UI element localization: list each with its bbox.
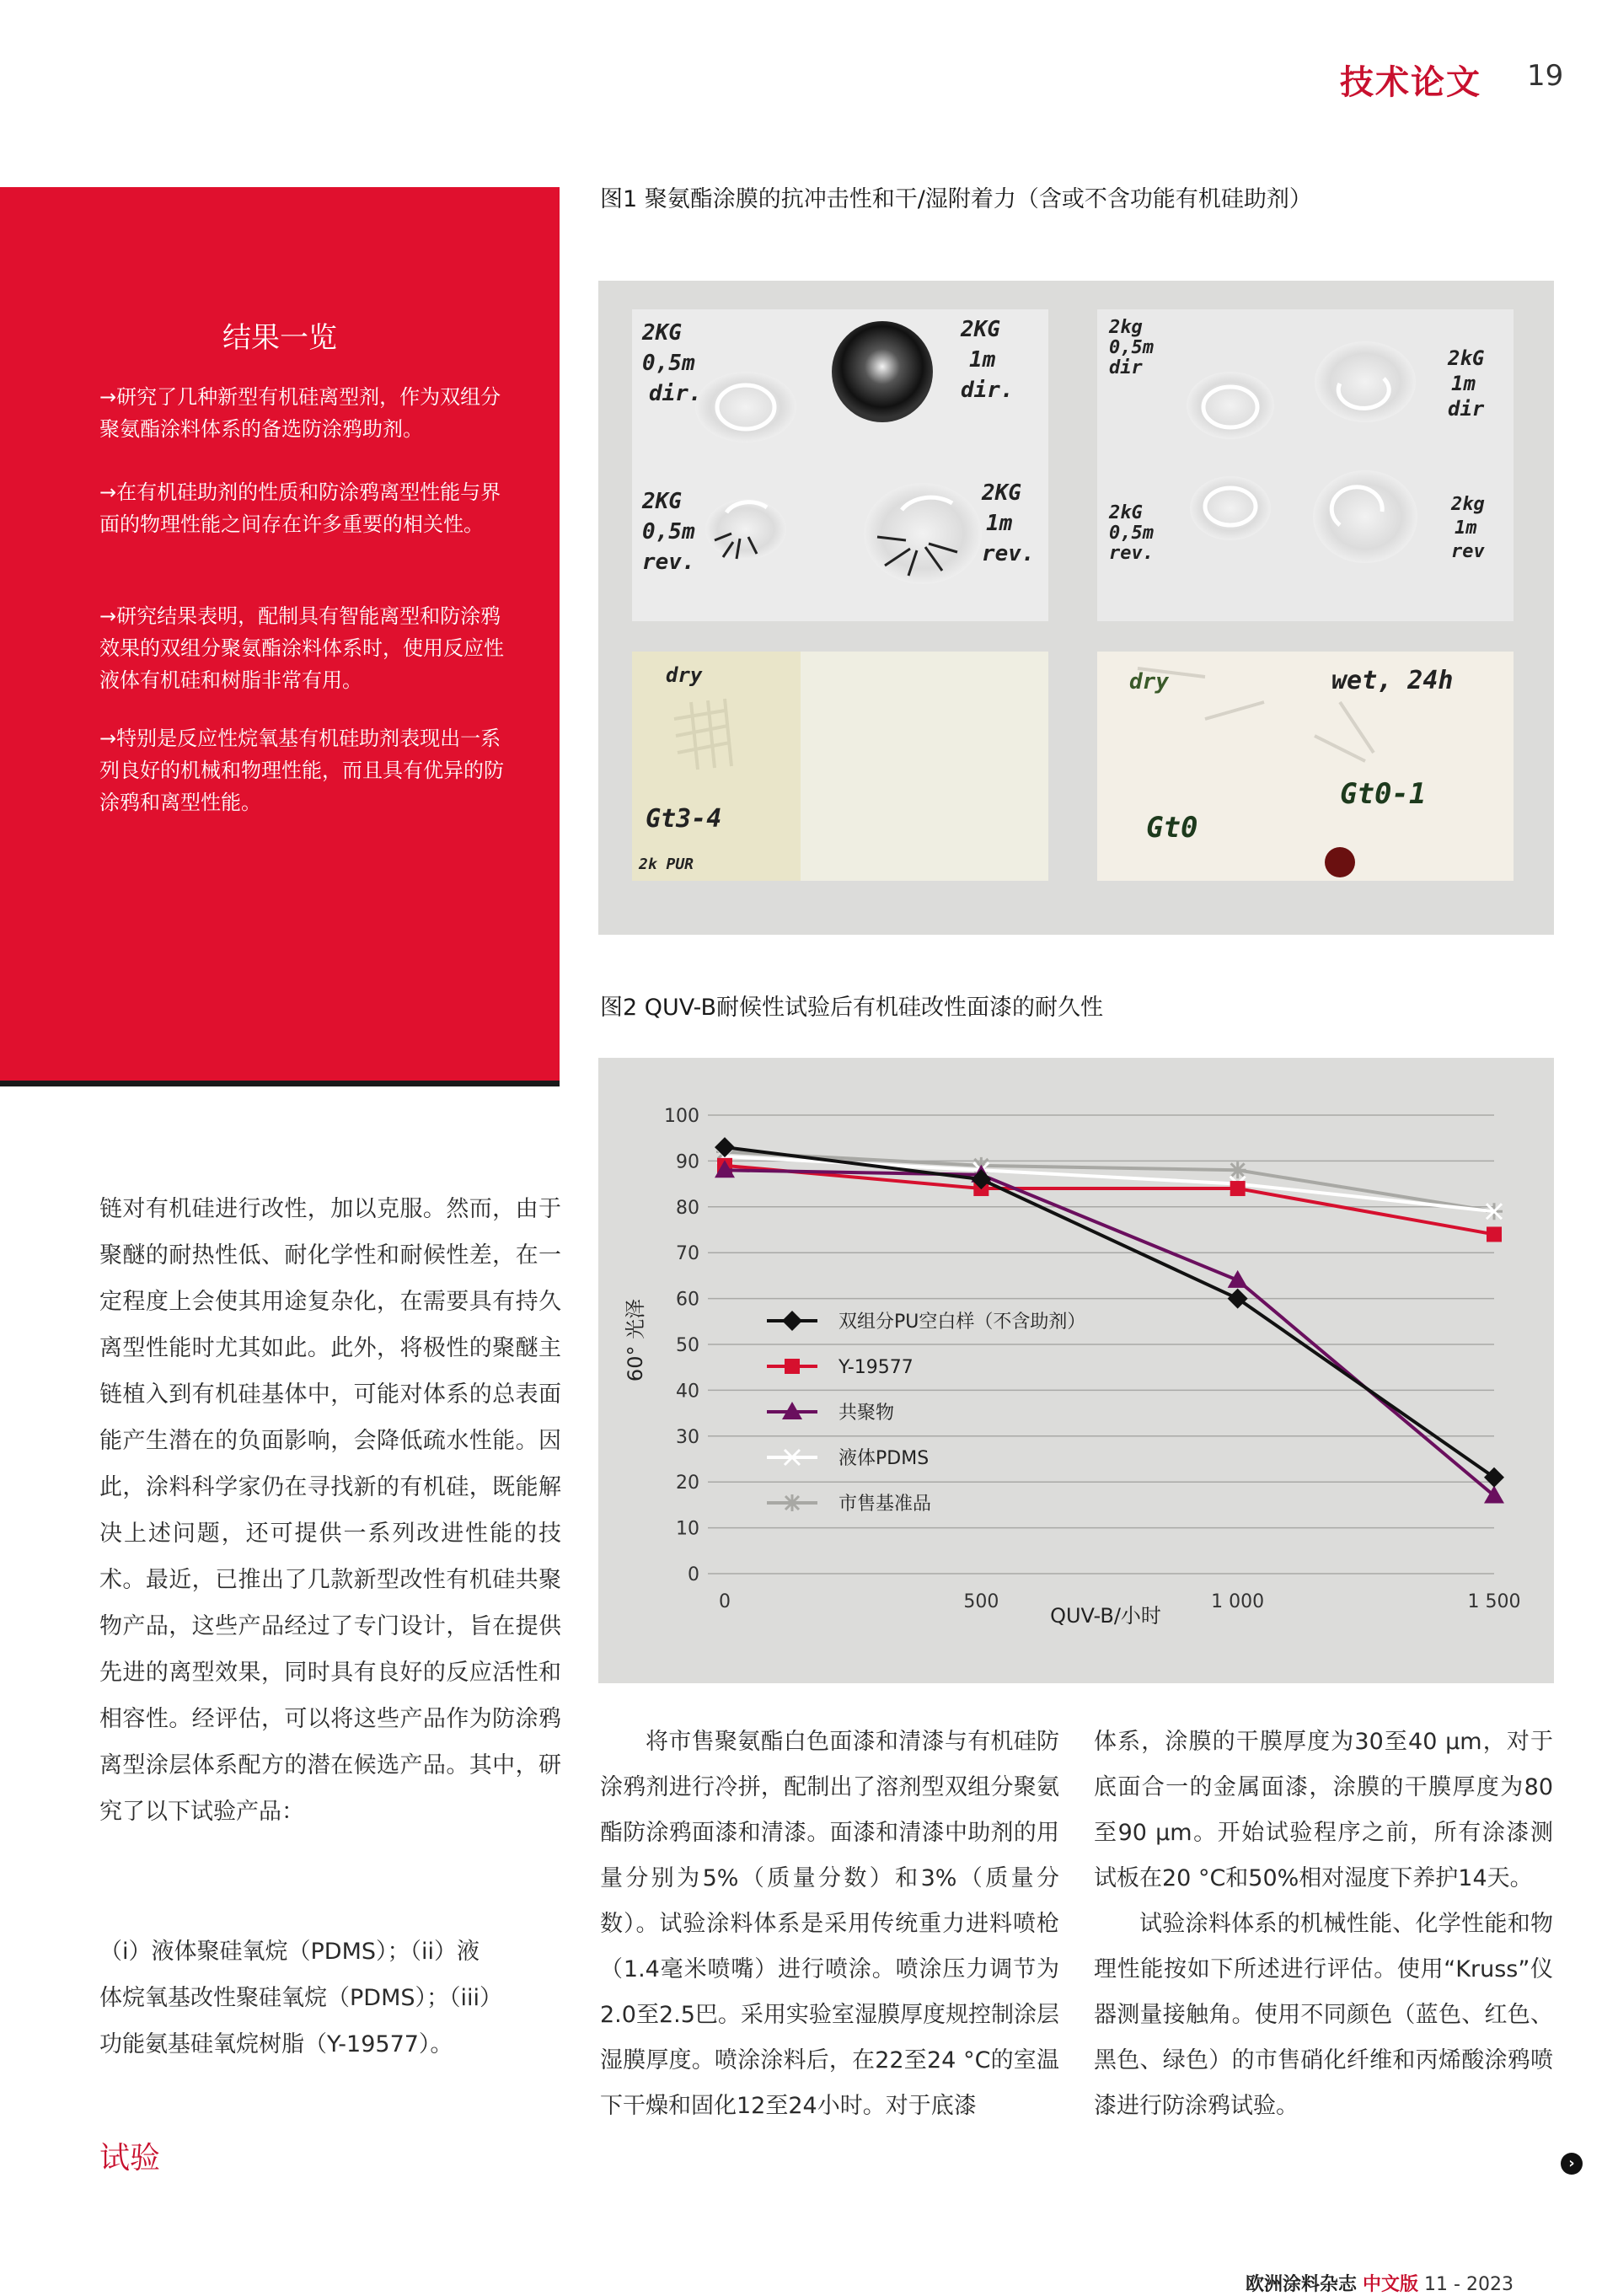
- x-tick-label: 500: [963, 1591, 999, 1612]
- photo-label: 2KG: [961, 317, 1000, 342]
- photo-label: Gt0-1: [1340, 777, 1427, 811]
- data-point: [1228, 1289, 1248, 1309]
- photo-label: wet, 24h: [1331, 666, 1454, 695]
- y-tick-label: 0: [688, 1564, 699, 1585]
- y-axis-label: 60° 光泽: [624, 1298, 647, 1382]
- photo-label: Gt3-4: [646, 804, 722, 834]
- photo-label: dir: [1109, 357, 1143, 378]
- photo-label: rev.: [982, 541, 1035, 566]
- figure1-photos: [598, 281, 1554, 935]
- body-column-right: [1094, 1719, 1553, 2129]
- figure1-caption: 图1 聚氨酯涂膜的抗冲击性和干/湿附着力（含或不含功能有机硅助剂）: [600, 186, 1312, 212]
- legend-label: 共聚物: [838, 1403, 895, 1424]
- photo-label: 2KG: [642, 320, 682, 346]
- data-point: [1484, 1467, 1504, 1488]
- y-tick-label: 40: [676, 1381, 699, 1403]
- y-tick-label: 20: [676, 1473, 699, 1494]
- photo-label: dry: [1129, 669, 1169, 695]
- data-point: [715, 1137, 735, 1157]
- photo-label: dir.: [649, 381, 702, 406]
- legend-label: 市售基准品: [838, 1494, 932, 1515]
- body-paragraph: 试验涂料体系的机械性能、化学性能和物理性能按如下所述进行评估。使用“Kruss”仪器测量接触角。使用不同颜色（蓝色、红色、黑色、绿色）的市售硝化纤维和丙烯酸涂鸦喷漆进行防涂鸦试验。: [1094, 1911, 1553, 2119]
- photo-label: 1m: [1451, 372, 1476, 395]
- figure2-caption: 图2 QUV-B耐候性试验后有机硅改性面漆的耐久性: [600, 995, 1103, 1021]
- footer: [1246, 2270, 1514, 2296]
- photo-label: 1m: [969, 347, 996, 373]
- photo-label: rev: [1451, 541, 1485, 562]
- photo-label: 2kG: [1448, 346, 1485, 370]
- series-line: [725, 1170, 1494, 1495]
- series-line: [725, 1156, 1494, 1211]
- product-list-line: 体烷氧基改性聚硅氧烷（PDMS）；（iii）: [99, 1985, 503, 2011]
- photo-label: 2kG: [1109, 502, 1143, 523]
- legend-label: 液体PDMS: [838, 1448, 930, 1469]
- left-paragraph: 链对有机硅进行改性，加以克服。然而，由于聚醚的耐热性低、耐化学性和耐候性差，在一定程度上会使其用途复杂化，在需要具有持久离型性能时尤其如此。此外，将极性的聚醚主链植入到有机硅基体中，可能对体系的总表面能产生潜在的负面影响，会降低疏水性能。因此，涂料科学家仍在寻找新的有机硅，既能解决上述问题，还可提供一系列改进性能的技术。最近，已推出了几款新型改性有机硅共聚物产品，这些产品经过了专门设计，旨在提供先进的离型效果，同时具有良好的反应活性和相容性。经评估，可以将这些产品作为防涂鸦离型涂层体系配方的潜在候选产品。其中，研究了以下试验产品：: [99, 1196, 561, 1825]
- product-list-line: 功能氨基硅氧烷树脂（Y-19577）。: [99, 2031, 453, 2057]
- photo-label: 0,5m: [642, 519, 695, 544]
- photo-label: 2kg: [1451, 494, 1485, 515]
- x-tick-label: 1 500: [1467, 1591, 1521, 1612]
- photo-label: 2kg: [1109, 317, 1143, 338]
- figure2-panel: [598, 1058, 1554, 1683]
- y-tick-label: 90: [676, 1151, 699, 1173]
- photo-label: 0,5m: [1109, 523, 1154, 544]
- y-tick-label: 60: [676, 1289, 699, 1311]
- photo-label: Gt0: [1146, 811, 1198, 845]
- section-title: 技术论文: [1340, 63, 1481, 102]
- footer-journal: 欧洲涂料杂志: [1246, 2274, 1358, 2295]
- legend-label: 双组分PU空白样（不含助剂）: [838, 1312, 1086, 1333]
- footer-edition: 中文版: [1363, 2274, 1419, 2295]
- photo-label: 2KG: [642, 489, 682, 514]
- y-tick-label: 80: [676, 1197, 699, 1219]
- continue-arrow-icon: ›: [1561, 2153, 1583, 2175]
- body-paragraph: 体系，涂膜的干膜厚度为30至40 μm，对于底面合一的金属面漆，涂膜的干膜厚度为80至90 μm。开始试验程序之前，所有涂漆测试板在20 °C和50%相对湿度下养护14天。: [1094, 1729, 1553, 1891]
- photo-label: rev.: [1109, 543, 1154, 564]
- left-column-text: [99, 1186, 561, 1835]
- photo-label: dir: [1448, 397, 1485, 421]
- photo-label: 0,5m: [1109, 337, 1154, 358]
- legend-label: Y-19577: [838, 1357, 913, 1378]
- data-point: [1230, 1181, 1246, 1196]
- legend-marker: [784, 1494, 801, 1511]
- series-2: [715, 1160, 1504, 1503]
- summary-bullet: →研究了几种新型有机硅离型剂，作为双组分聚氨酯涂料体系的备选防涂鸦助剂。: [99, 385, 501, 441]
- legend-marker: [782, 1311, 802, 1331]
- series-4: [716, 1144, 1503, 1220]
- photo-label: 1m: [986, 511, 1013, 536]
- paint-dot: [1325, 847, 1355, 877]
- legend-marker: [785, 1359, 800, 1374]
- figure1-panel: [598, 281, 1554, 935]
- impact-photo-2: [1097, 309, 1514, 621]
- x-axis-label: QUV-B/小时: [1050, 1604, 1161, 1628]
- photo-label: 1m: [1455, 518, 1477, 539]
- photo-label: 0,5m: [642, 351, 695, 376]
- x-tick-label: 1 000: [1211, 1591, 1265, 1612]
- summary-bullet: →研究结果表明，配制具有智能离型和防涂鸦效果的双组分聚氨酯涂料体系时，使用反应性液体有机硅和树脂非常有用。: [99, 604, 504, 692]
- y-tick-label: 70: [676, 1243, 699, 1265]
- summary-bullet: →在有机硅助剂的性质和防涂鸦离型性能与界面的物理性能之间存在许多重要的相关性。: [99, 480, 501, 536]
- y-tick-label: 50: [676, 1335, 699, 1356]
- photo-label: 2k PUR: [639, 856, 694, 873]
- summary-bullet: →特别是反应性烷氧基有机硅助剂表现出一系列良好的机械和物理性能，而且具有优异的防涂鸦和离型性能。: [99, 727, 504, 814]
- summary-divider: [0, 1081, 560, 1086]
- body-paragraph: 将市售聚氨酯白色面漆和清漆与有机硅防涂鸦剂进行冷拼，配制出了溶剂型双组分聚氨酯防涂鸦面漆和清漆。面漆和清漆中助剂的用量分别为5%（质量分数）和3%（质量分数）。试验涂料体系是采用传统重力进料喷枪（1.4毫米喷嘴）进行喷涂。喷涂压力调节为2.0至2.5巴。采用实验室湿膜厚度规控制涂层湿膜厚度。喷涂涂料后，在22至24 °C的室温下干燥和固化12至24小时。对于底漆: [600, 1729, 1059, 2119]
- adhesion-photo-2: [1097, 652, 1514, 881]
- data-point: [1487, 1226, 1502, 1242]
- x-tick-label: 0: [719, 1591, 731, 1612]
- photo-label: 2KG: [982, 480, 1021, 506]
- photo-label: dry: [666, 663, 703, 687]
- impact-photo-1: [632, 309, 1048, 621]
- line-chart: [598, 1058, 1554, 1683]
- y-tick-label: 100: [664, 1106, 699, 1127]
- y-tick-label: 10: [676, 1518, 699, 1540]
- page-number: 19: [1527, 59, 1564, 93]
- adhesion-photo-1: [632, 652, 1048, 881]
- data-point: [1230, 1161, 1246, 1178]
- y-tick-label: 30: [676, 1426, 699, 1448]
- footer-issue: 11 - 2023: [1424, 2274, 1514, 2295]
- photo-label: rev.: [642, 550, 695, 575]
- summary-title: 结果一览: [222, 321, 337, 355]
- body-column-middle: [600, 1719, 1059, 2129]
- section-heading-experiment: 试验: [99, 2141, 161, 2175]
- product-list-line: （i）液体聚硅氧烷（PDMS）；（ii）液: [99, 1939, 480, 1965]
- photo-label: dir.: [961, 378, 1014, 403]
